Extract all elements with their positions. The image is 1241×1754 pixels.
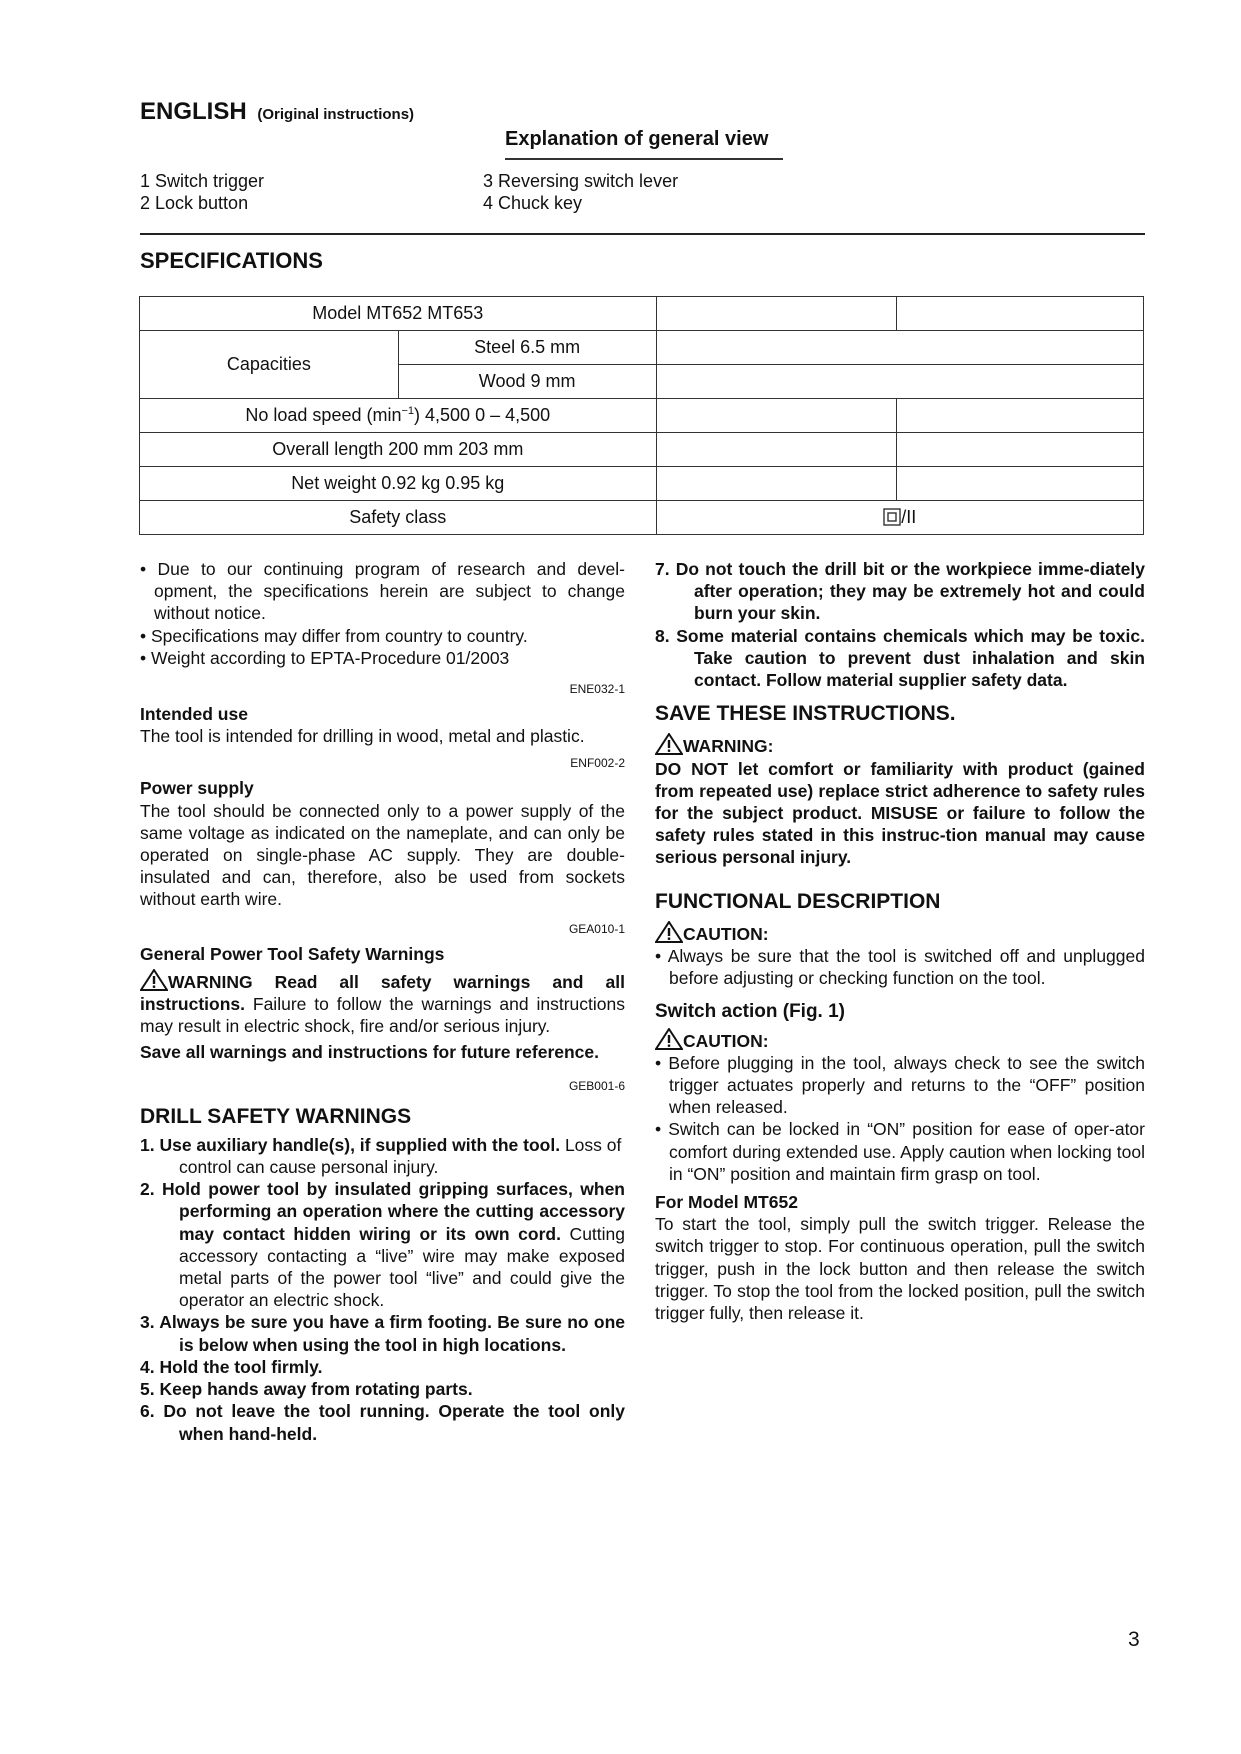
drill-warning-4: 4. Hold the tool firmly. bbox=[140, 1356, 323, 1377]
warning-triangle-icon bbox=[655, 1028, 683, 1050]
drill-warning-8: 8. Some material contains chemicals which may be toxic. Take caution to prevent dust inhalation and skin contact. Follow material supplier safety data. bbox=[655, 625, 1145, 691]
drill-warning-1 bbox=[140, 1134, 625, 1178]
safety-class-text: /II bbox=[901, 507, 917, 527]
drill-warning-6: 6. Do not leave the tool running. Operate the tool only when hand-held. bbox=[140, 1401, 625, 1444]
parts-list-right bbox=[483, 170, 678, 214]
language-label: ENGLISH bbox=[140, 98, 247, 125]
language-heading bbox=[140, 98, 414, 126]
drill-warning-3: 3. Always be sure you have a firm footing. Be sure no one is below when using the tool in high locations. bbox=[140, 1312, 625, 1355]
warning-triangle-icon bbox=[655, 733, 683, 755]
warning-text: DO NOT let comfort or familiarity with product (gained from repeated use) replace strict adherence to safety rules for the subject product. MISUSE or failure to follow the safety rules stated in this instruc-tion manual may cause serious personal injury. bbox=[655, 758, 1145, 868]
general-view-title: Explanation of general view bbox=[505, 128, 769, 150]
gpt-warning-text: Failure to follow the warnings and instructions may result in electric shock, fire and/or serious injury. bbox=[140, 994, 625, 1037]
specifications-table bbox=[139, 296, 1144, 535]
table-cell bbox=[897, 297, 1144, 331]
section-divider bbox=[140, 233, 1145, 235]
caution-label: CAUTION: bbox=[683, 923, 769, 944]
table-cell bbox=[897, 399, 1144, 433]
table-row bbox=[140, 331, 1144, 365]
caution-heading bbox=[655, 921, 1145, 945]
table-cell bbox=[656, 297, 897, 331]
spec-steel: Steel 6.5 mm bbox=[398, 331, 656, 365]
caution-item: • Switch can be locked in “ON” position for ease of oper-ator comfort during extended use. Apply caution when locking tool in “ON” position and maintain firm grasp on tool. bbox=[655, 1119, 1145, 1184]
drill-warning-2 bbox=[140, 1178, 625, 1311]
doc-code: GEA010-1 bbox=[568, 921, 625, 936]
part-item: 2 Lock button bbox=[140, 193, 249, 213]
part-item: 3 Reversing switch lever bbox=[483, 171, 679, 191]
gpt-warning-bold: WARNING Read all safety warnings and all instructions. bbox=[140, 971, 625, 1015]
doc-code: ENE032-1 bbox=[569, 682, 625, 697]
spec-model: Model MT652 MT653 bbox=[140, 297, 657, 331]
spec-capacities-label: Capacities bbox=[140, 331, 399, 399]
table-cell bbox=[656, 365, 1143, 399]
table-row bbox=[140, 501, 1144, 535]
warning-heading bbox=[655, 733, 1145, 757]
save-instructions-title: SAVE THESE INSTRUCTIONS. bbox=[655, 702, 956, 726]
caution-item: • Before plugging in the tool, always check to see the switch trigger actuates properly and returns to the “OFF” position when released. bbox=[655, 1052, 1145, 1118]
spec-note: • Weight according to EPTA-Procedure 01/2003 bbox=[140, 647, 510, 668]
spec-note: • Due to our continuing program of research and devel-opment, the specifications herein are subject to change without notice. bbox=[140, 559, 625, 624]
table-row bbox=[140, 433, 1144, 467]
left-column bbox=[140, 558, 625, 1445]
spec-note: • Specifications may differ from country to country. bbox=[140, 625, 528, 646]
part-item: 4 Chuck key bbox=[483, 193, 583, 213]
spec-net-weight: Net weight 0.92 kg 0.95 kg bbox=[140, 467, 657, 501]
spec-no-load-label: No load speed (min bbox=[245, 405, 402, 425]
intended-use-text: The tool is intended for drilling in wood, metal and plastic. bbox=[140, 726, 585, 747]
drill-safety-title: DRILL SAFETY WARNINGS bbox=[140, 1104, 412, 1128]
spec-wood: Wood 9 mm bbox=[398, 365, 656, 399]
table-cell bbox=[656, 467, 897, 501]
drill-warning-5: 5. Keep hands away from rotating parts. bbox=[140, 1379, 473, 1400]
warning-triangle-icon bbox=[655, 921, 683, 943]
gpt-save-note: Save all warnings and instructions for future reference. bbox=[140, 1042, 600, 1063]
drill-warning-1-bold: 1. Use auxiliary handle(s), if supplied with the tool. bbox=[140, 1134, 561, 1155]
double-insulation-icon bbox=[883, 508, 901, 526]
table-cell bbox=[656, 399, 897, 433]
spec-safety-class-value bbox=[656, 501, 1143, 535]
functional-description-title: FUNCTIONAL DESCRIPTION bbox=[655, 889, 941, 913]
specifications-title: SPECIFICATIONS bbox=[140, 248, 323, 273]
caution-item: • Always be sure that the tool is switched off and unplugged before adjusting or checking function on the tool. bbox=[655, 946, 1145, 989]
table-cell bbox=[656, 331, 1143, 365]
right-column bbox=[655, 558, 1145, 1324]
model-text: To start the tool, simply pull the switch trigger. Release the switch trigger to stop. For continuous operation, pull the switch trigger, push in the lock button and then release the switch trigger. To stop the tool from the locked position, pull the switch trigger fully, then release it. bbox=[655, 1214, 1145, 1324]
table-cell bbox=[656, 433, 897, 467]
drill-warning-7: 7. Do not touch the drill bit or the workpiece imme-diately after operation; they may be extremely hot and could burn your skin. bbox=[655, 559, 1145, 624]
table-cell bbox=[897, 433, 1144, 467]
table-row bbox=[140, 399, 1144, 433]
power-supply-title: Power supply bbox=[140, 778, 254, 799]
table-cell bbox=[897, 467, 1144, 501]
caution-label: CAUTION: bbox=[683, 1030, 769, 1051]
power-supply-text: The tool should be connected only to a power supply of the same voltage as indicated on the nameplate, and can only be operated on single-phase AC supply. They are double-insulated and can, therefore, also be used from sockets without earth wire. bbox=[140, 800, 625, 910]
drill-warning-1-text: Loss of control can cause personal injury. bbox=[179, 1134, 622, 1178]
language-note: (Original instructions) bbox=[257, 106, 415, 123]
general-view-underline bbox=[505, 158, 783, 160]
doc-code: GEB001-6 bbox=[568, 1078, 625, 1093]
table-row bbox=[140, 297, 1144, 331]
gpt-warning bbox=[140, 969, 625, 1038]
intended-use-title: Intended use bbox=[140, 704, 248, 725]
warning-label: WARNING: bbox=[683, 736, 774, 757]
parts-list-left bbox=[140, 170, 264, 214]
page-number: 3 bbox=[1128, 1628, 1140, 1651]
drill-warning-2-text: Cutting accessory contacting a “live” wire may make exposed metal parts of the power tool “live” and could give the operator an electric shock. bbox=[179, 1223, 626, 1311]
spec-overall-length: Overall length 200 mm 203 mm bbox=[140, 433, 657, 467]
spec-no-load-speed bbox=[140, 399, 657, 433]
warning-triangle-icon bbox=[140, 969, 168, 991]
table-row bbox=[140, 467, 1144, 501]
model-title: For Model MT652 bbox=[655, 1192, 798, 1213]
part-item: 1 Switch trigger bbox=[140, 171, 265, 191]
switch-action-title: Switch action (Fig. 1) bbox=[655, 1001, 846, 1023]
caution-heading bbox=[655, 1028, 1145, 1052]
spec-safety-class-label: Safety class bbox=[140, 501, 657, 535]
spec-no-load-values: ) 4,500 0 – 4,500 bbox=[414, 405, 551, 425]
doc-code: ENF002-2 bbox=[570, 756, 625, 771]
gpt-safety-title: General Power Tool Safety Warnings bbox=[140, 943, 445, 964]
spec-no-load-unit: −1 bbox=[401, 405, 415, 417]
drill-warning-2-bold: 2. Hold power tool by insulated gripping surfaces, when performing an operation where the cutting accessory may contact hidden wiring or its own cord. bbox=[140, 1179, 625, 1244]
